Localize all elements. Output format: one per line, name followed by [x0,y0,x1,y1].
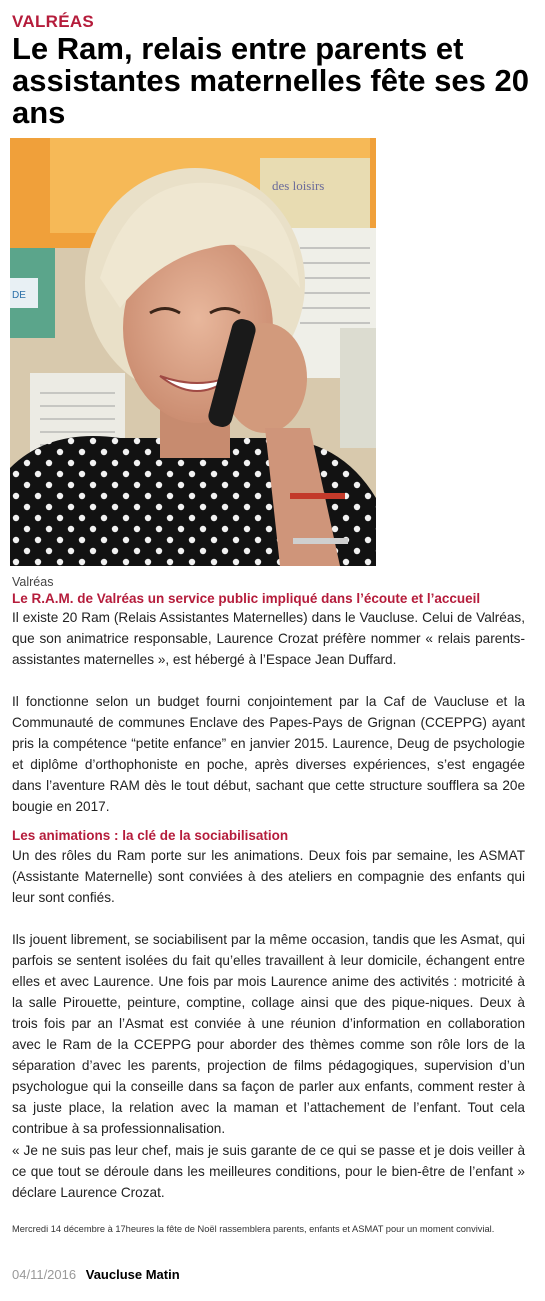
lead-subhead: Le R.A.M. de Valréas un service public impliqué dans l’écoute et l’accueil [12,591,481,606]
publication-date: 04/11/2016 [12,1267,77,1282]
headline: Le Ram, relais entre parents et assistantes maternelles fête ses 20 ans [12,31,529,130]
svg-text:DE: DE [12,290,26,301]
paragraph: Il existe 20 Ram (Relais Assistantes Maternelles) dans le Vaucluse. Celui de Valréas, que son animatrice responsable, Laurence Crozat préfère nommer « relais parents-assistantes maternelles », est hébergé à l’Espace Jean Duffard. [12,610,525,667]
paragraph: Il fonctionne selon un budget fourni conjointement par la Caf de Vaucluse et la Communauté de communes Enclave des Papes-Pays de Grignan (CCEPPG) ayant pris la compétence “petite enfance” en janvier 2015. Laurence, Deug de psychologie et diplôme d’orthophoniste en poche, après diverses expériences, s’est engagée dans l’aventure RAM dès le tout début, sachant que cette structure soufflera sa 20e bougie en 2017. [12,694,525,814]
photo-caption: Valréas [12,575,54,589]
footnote: Mercredi 14 décembre à 17heures la fête de Noël rassemblera parents, enfants et ASMAT pour un moment convivial. [12,1224,495,1234]
paragraph: Un des rôles du Ram porte sur les animations. Deux fois par semaine, les ASMAT (Assistante Maternelle) sont conviées à des ateliers en compagnie des enfants qui leur sont confiés. [12,848,525,905]
section-subhead: Les animations : la clé de la sociabilisation [12,828,289,843]
article-photo [10,138,376,566]
svg-text:des loisirs: des loisirs [272,178,325,193]
paragraph: Ils jouent librement, se sociabilisent par la même occasion, tandis que les Asmat, qui parfois se sentent isolées du fait qu’elles travaillent à leur domicile, échangent entre elles et avec Laurence. Une fois par mois Laurence anime des activités : motricité à la salle Pirouette, peinture, comptine, collage ainsi que des pique-niques. Deux à trois fois par an l’Asmat est conviée à une réunion d’information en collaboration avec le Ram de la CCEPPG pour aborder des thèmes comme son rôle lors de la séparation d’avec les parents, projection de films pédagogiques, supervision d’un psychologue qui la conseille dans sa façon de parler aux enfants, comment rester à sa juste place, la relation avec la maman et l’attachement de l’enfant. Tout cela contribue à sa professionnalisation. [12,932,525,1136]
kicker: VALRÉAS [12,12,95,31]
quote-paragraph: « Je ne suis pas leur chef, mais je suis garante de ce qui se passe et je dois veiller à ce que tout se déroule dans les meilleures conditions, pour le bien-être de l’enfant » déclare Laurence Crozat. [12,1143,525,1200]
footer [12,1267,180,1282]
source-name: Vaucluse Matin [85,1267,180,1282]
